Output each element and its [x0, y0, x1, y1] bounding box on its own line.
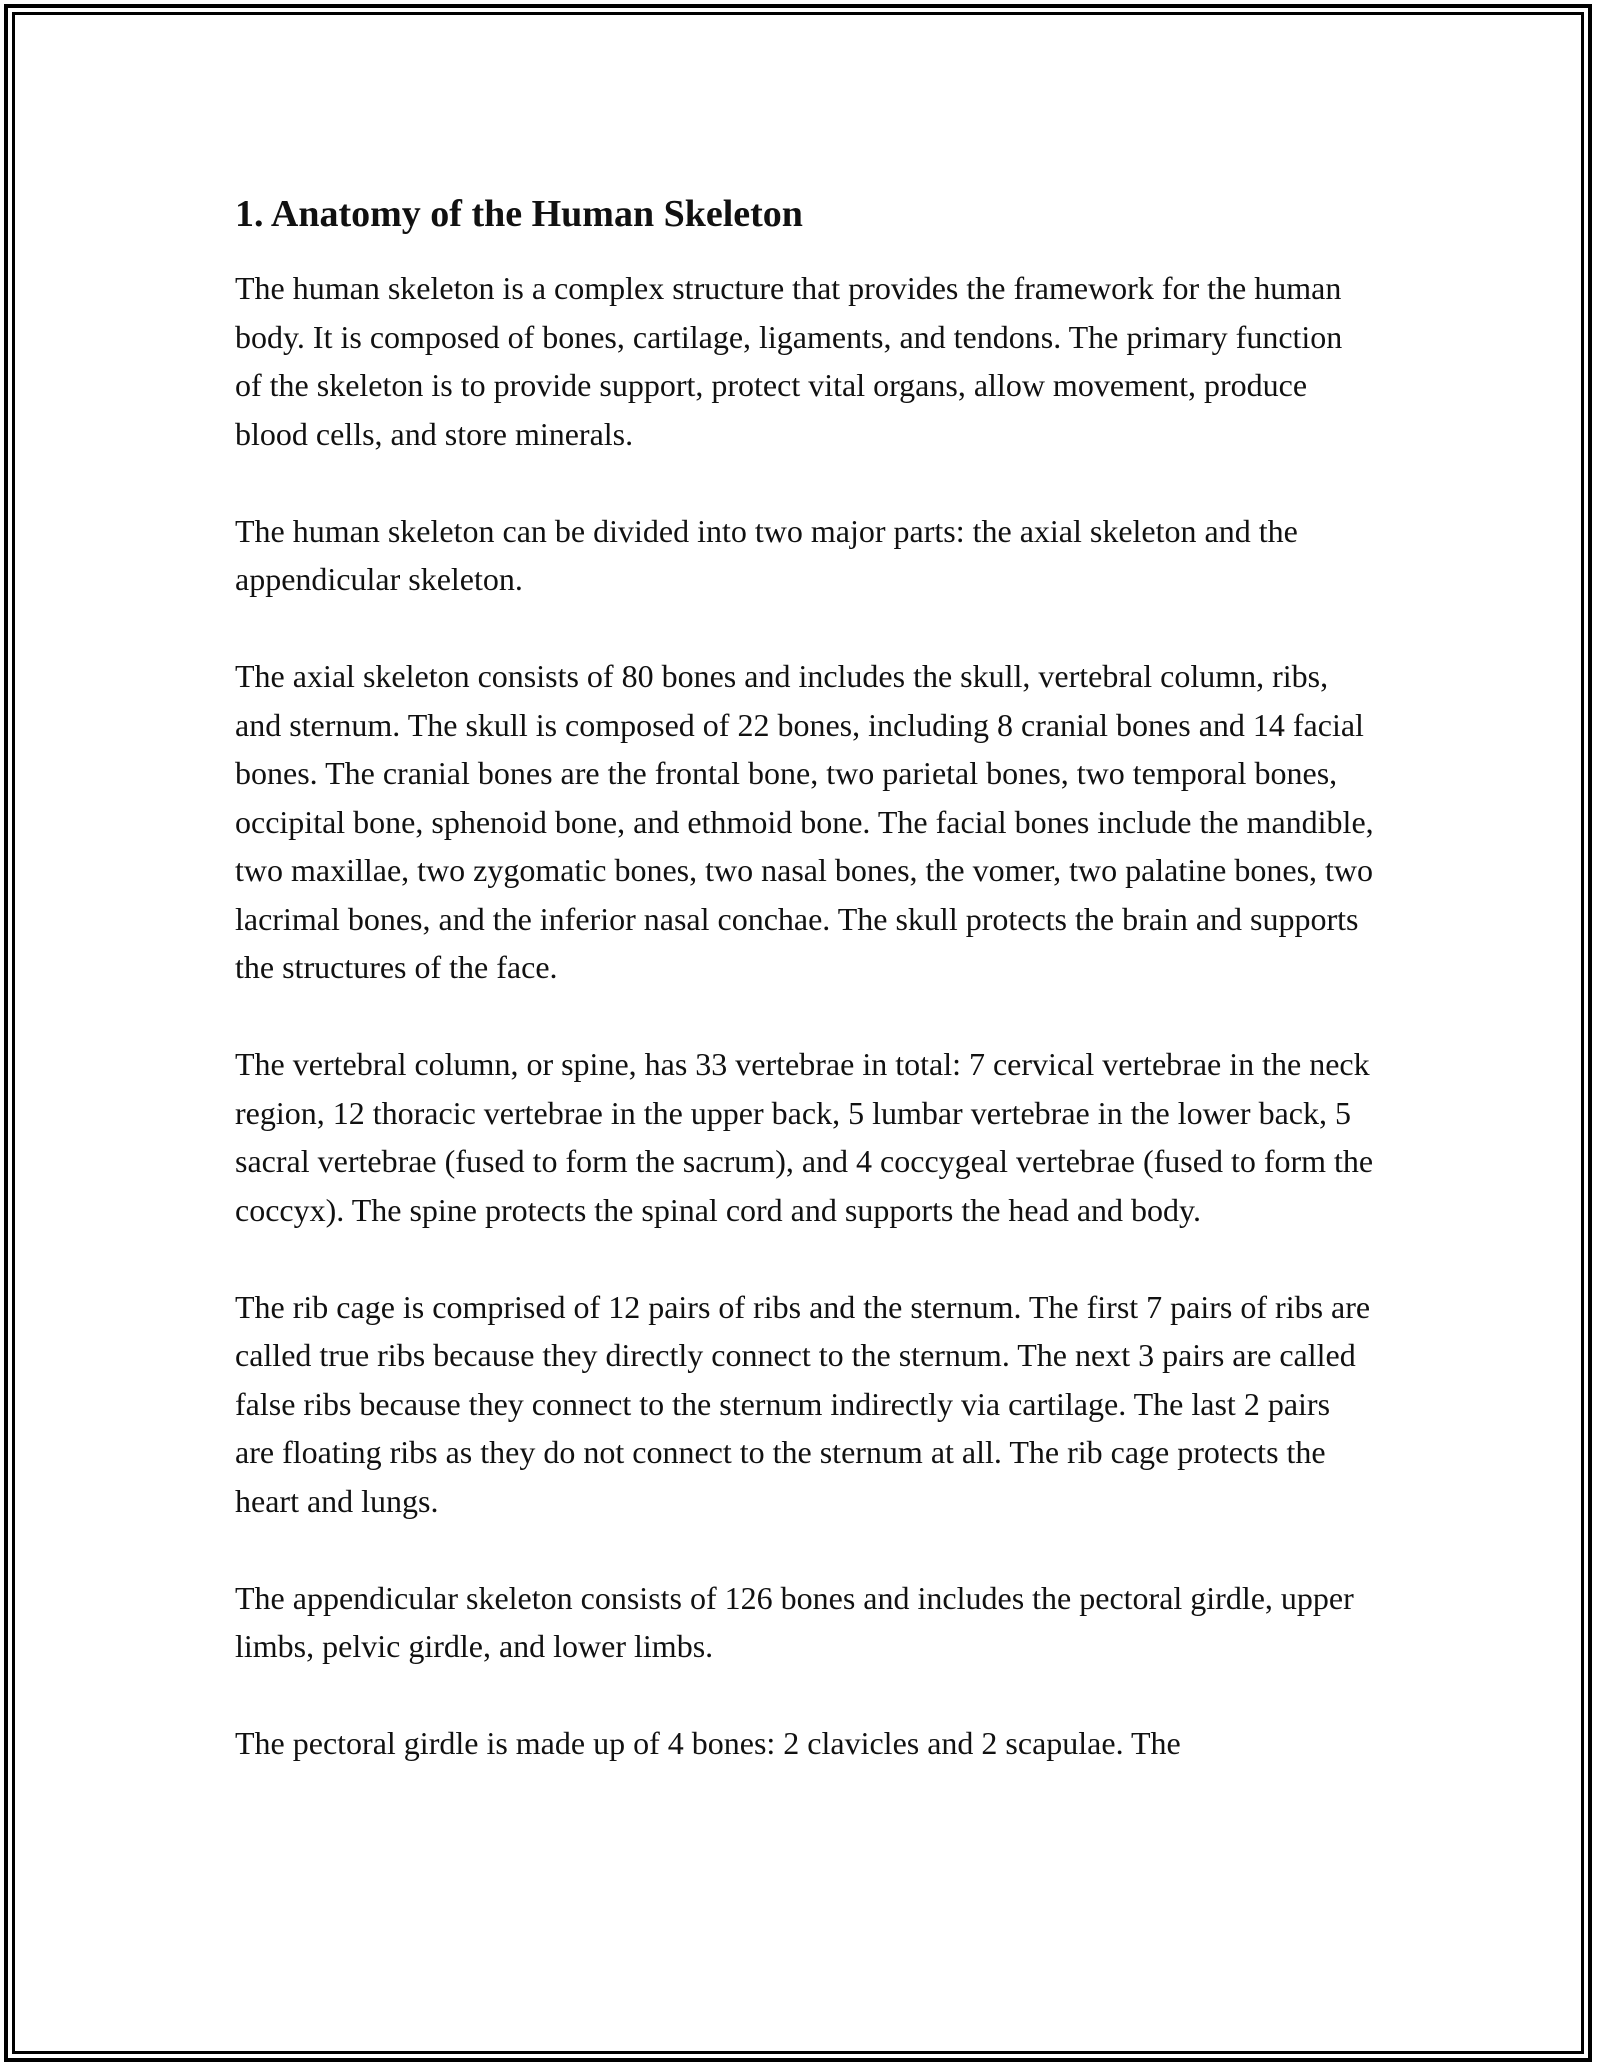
paragraph-intro: The human skeleton is a complex structure that provides the framework for the human body. It is composed of bones, cartilage, ligaments, and tendons. The primary function of the skeleton is to provide support, protect vital organs, allow movement, produce blood cells, and store minerals.	[235, 270, 1343, 452]
paragraph-rib-cage: The rib cage is comprised of 12 pairs of ribs and the sternum. The first 7 pairs of ribs are called true ribs because they directly connect to the sternum. The next 3 pairs are called false ribs because they connect to the sternum indirectly via cartilage. The last 2 pairs are floating ribs as they do not connect to the sternum at all. The rib cage protects the heart and lungs.	[235, 1288, 1371, 1519]
paragraph-appendicular-skeleton: The appendicular skeleton consists of 126 bones and includes the pectoral girdle, upper limbs, pelvic girdle, and lower limbs.	[235, 1579, 1354, 1664]
paragraph-vertebral-column: The vertebral column, or spine, has 33 vertebrae in total: 7 cervical vertebrae in the neck region, 12 thoracic vertebrae in the upper back, 5 lumbar vertebrae in the lower back, 5 sacral vertebrae (fused to form the sacrum), and 4 coccygeal vertebrae (fused to form the coccyx). The spine protects the spinal cord and supports the head and body.	[235, 1046, 1374, 1228]
paragraph-axial-skeleton: The axial skeleton consists of 80 bones and includes the skull, vertebral column, ribs, and sternum. The skull is composed of 22 bones, including 8 cranial bones and 14 facial bones. The cranial bones are the frontal bone, two parietal bones, two temporal bones, occipital bone, sphenoid bone, and ethmoid bone. The facial bones include the mandible, two maxillae, two zygomatic bones, two nasal bones, the vomer, two palatine bones, two lacrimal bones, and the inferior nasal conchae. The skull protects the brain and supports the structures of the face.	[235, 658, 1374, 985]
document-body	[235, 188, 1375, 1816]
paragraph-pectoral-girdle: The pectoral girdle is made up of 4 bones: 2 clavicles and 2 scapulae. The	[235, 1725, 1181, 1761]
section-heading: 1. Anatomy of the Human Skeleton	[235, 193, 803, 235]
paragraph-divisions: The human skeleton can be divided into two major parts: the axial skeleton and the appendicular skeleton.	[235, 512, 1298, 597]
